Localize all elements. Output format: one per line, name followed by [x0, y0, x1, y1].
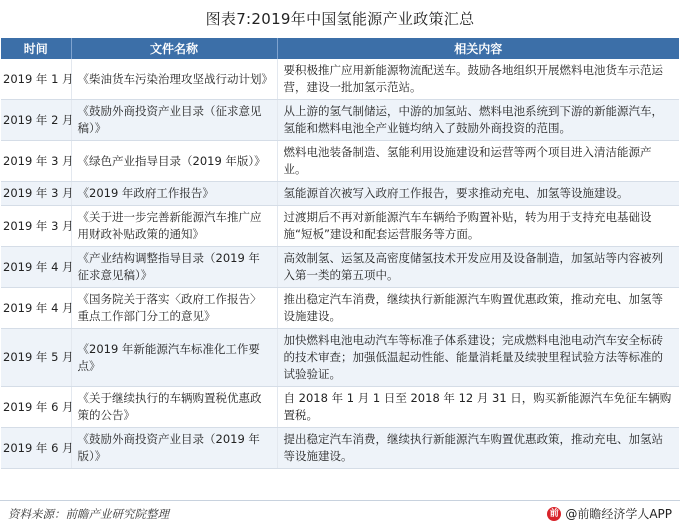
cell-document-name: 《国务院关于落实〈政府工作报告〉重点工作部门分工的意见》	[71, 288, 277, 329]
cell-time: 2019 年 2 月	[1, 100, 71, 141]
table-row	[1, 182, 679, 206]
cell-content: 燃料电池装备制造、氢能利用设施建设和运营等两个项目进入清洁能源产业。	[277, 141, 679, 182]
table-row	[1, 206, 679, 247]
cell-content: 自 2018 年 1 月 1 日至 2018 年 12 月 31 日，购买新能源汽车免征车辆购置税。	[277, 387, 679, 428]
table-header-row	[1, 38, 679, 59]
cell-time: 2019 年 5 月	[1, 329, 71, 387]
cell-content: 从上游的氢气制储运，中游的加氢站、燃料电池系统到下游的新能源汽车，氢能和燃料电池全产业链均纳入了鼓励外商投资的范围。	[277, 100, 679, 141]
header-content: 相关内容	[277, 38, 679, 59]
cell-time: 2019 年 3 月	[1, 182, 71, 206]
cell-time: 2019 年 3 月	[1, 206, 71, 247]
cell-document-name: 《关于进一步完善新能源汽车推广应用财政补贴政策的通知》	[71, 206, 277, 247]
cell-document-name: 《产业结构调整指导目录（2019 年征求意见稿）》	[71, 247, 277, 288]
brand	[547, 505, 672, 522]
cell-document-name: 《2019 年新能源汽车标准化工作要点》	[71, 329, 277, 387]
qianzhan-logo-icon: 前	[547, 507, 561, 521]
cell-document-name: 《柴油货车污染治理攻坚战行动计划》	[71, 59, 277, 100]
cell-time: 2019 年 6 月	[1, 387, 71, 428]
table-row	[1, 141, 679, 182]
brand-label: @前瞻经济学人APP	[565, 507, 672, 521]
cell-content: 过渡期后不再对新能源汽车车辆给予购置补贴，转为用于支持充电基础设施“短板”建设和配套运营服务等方面。	[277, 206, 679, 247]
table-row	[1, 100, 679, 141]
cell-document-name: 《鼓励外商投资产业目录（征求意见稿）》	[71, 100, 277, 141]
cell-content: 提出稳定汽车消费，继续执行新能源汽车购置优惠政策，推动充电、加氢站等设施建设。	[277, 428, 679, 469]
cell-document-name: 《2019 年政府工作报告》	[71, 182, 277, 206]
footer	[0, 500, 680, 525]
cell-content: 推出稳定汽车消费，继续执行新能源汽车购置优惠政策，推动充电、加氢等设施建设。	[277, 288, 679, 329]
cell-content: 加快燃料电池电动汽车等标准子体系建设；完成燃料电池电动汽车安全标砖的技术审查；加强低温起动性能、能量消耗量及续驶里程试验方法等标准的试验验证。	[277, 329, 679, 387]
cell-document-name: 《绿色产业指导目录（2019 年版）》	[71, 141, 277, 182]
cell-content: 氢能源首次被写入政府工作报告，要求推动充电、加氢等设施建设。	[277, 182, 679, 206]
policy-table	[1, 38, 679, 469]
cell-time: 2019 年 4 月	[1, 288, 71, 329]
source-note: 资料来源：前瞻产业研究院整理	[8, 507, 169, 521]
table-row	[1, 329, 679, 387]
cell-content: 要积极推广应用新能源物流配送车。鼓励各地组织开展燃料电池货车示范运营，建设一批加氢示范站。	[277, 59, 679, 100]
cell-content: 高效制氢、运氢及高密度储氢技术开发应用及设备制造，加氢站等内容被列入第一类的第五项中。	[277, 247, 679, 288]
header-document-name: 文件名称	[71, 38, 277, 59]
cell-document-name: 《鼓励外商投资产业目录（2019 年版）》	[71, 428, 277, 469]
cell-time: 2019 年 4 月	[1, 247, 71, 288]
header-time: 时间	[1, 38, 71, 59]
cell-time: 2019 年 1 月	[1, 59, 71, 100]
cell-document-name: 《关于继续执行的车辆购置税优惠政策的公告》	[71, 387, 277, 428]
table-row	[1, 247, 679, 288]
chart-title: 图表7:2019年中国氢能源产业政策汇总	[205, 10, 475, 28]
table-row	[1, 288, 679, 329]
table-row	[1, 387, 679, 428]
cell-time: 2019 年 6 月	[1, 428, 71, 469]
table-row	[1, 59, 679, 100]
cell-time: 2019 年 3 月	[1, 141, 71, 182]
table-row	[1, 428, 679, 469]
